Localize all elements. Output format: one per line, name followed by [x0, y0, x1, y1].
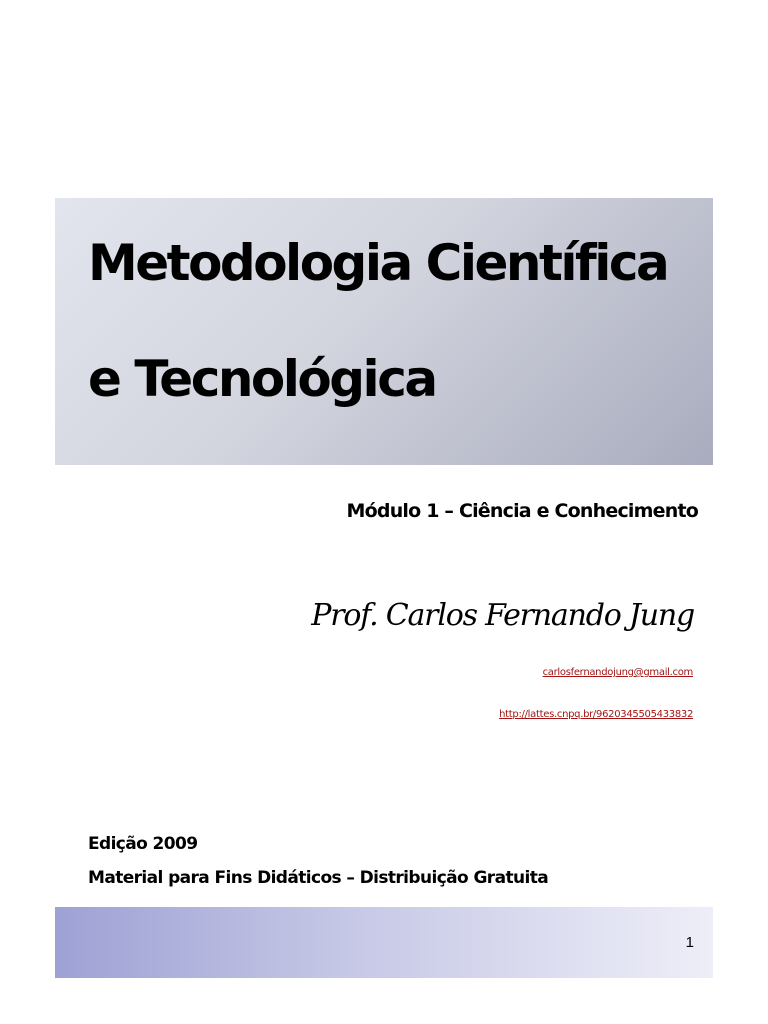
- email-link[interactable]: carlosfernandojung@gmail.com: [542, 667, 693, 678]
- page-number: 1: [685, 934, 694, 951]
- footer-band: [55, 907, 713, 978]
- lattes-link[interactable]: http://lattes.cnpq.br/9620345505433832: [499, 709, 693, 720]
- author-name: Prof. Carlos Fernando Jung: [311, 598, 694, 633]
- edition-text: Edição 2009: [88, 834, 198, 854]
- material-note: Material para Fins Didáticos – Distribuição Gratuita: [88, 868, 549, 888]
- title-line-2: e Tecnológica: [88, 350, 436, 408]
- module-subtitle: Módulo 1 – Ciência e Conhecimento: [346, 500, 698, 522]
- title-line-1: Metodologia Científica: [88, 234, 668, 292]
